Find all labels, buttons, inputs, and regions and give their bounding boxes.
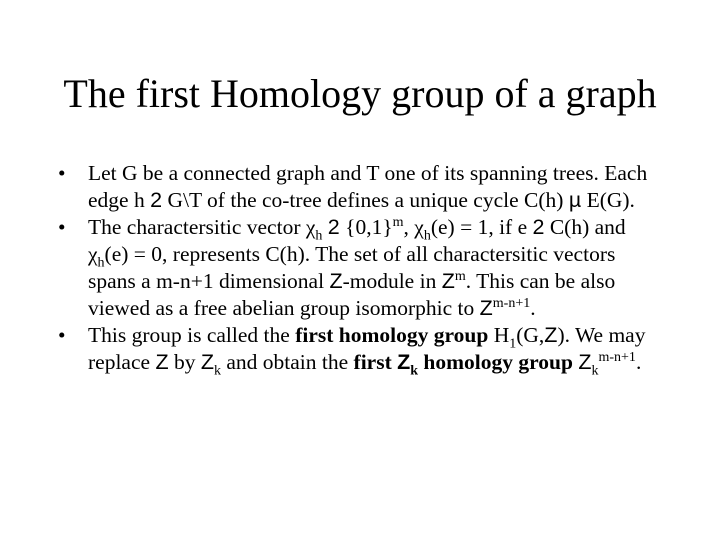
bold-term: first homology group [295, 323, 489, 347]
element-of-symbol: 2 [327, 215, 340, 239]
text: -module in [342, 269, 442, 293]
bold-term: homology group [418, 350, 573, 374]
text: ). We may replace [88, 323, 646, 374]
subscript: k [410, 363, 419, 379]
subset-symbol: µ [568, 188, 582, 212]
integers-symbol: Z [200, 350, 214, 374]
bold-term: first [353, 350, 398, 374]
subscript: h [97, 255, 105, 271]
integers-symbol: Z [329, 269, 343, 293]
superscript: m-n+1 [598, 349, 636, 365]
chi-symbol: χ [305, 215, 316, 239]
subscript: h [423, 228, 431, 244]
bullet-item-1 [58, 160, 668, 214]
slide-title: The first Homology group of a graph [63, 71, 657, 116]
bullet-dot-icon: • [58, 323, 66, 347]
integers-symbol: Z [578, 350, 592, 374]
superscript: m-n+1 [492, 295, 531, 311]
bullet-item-2 [58, 214, 668, 322]
subscript: k [591, 363, 599, 379]
superscript: m [392, 214, 404, 230]
bullet-item-3 [58, 322, 668, 379]
text: {0,1} [339, 215, 393, 239]
element-of-symbol: 2 [532, 215, 545, 239]
text: G\T of the co-tree defines a unique cycle C(h) [162, 188, 569, 212]
text: . [635, 350, 642, 374]
superscript: m [454, 268, 466, 284]
text: , [403, 215, 415, 239]
text: The charactersitic vector [88, 215, 306, 239]
integers-symbol: Z [441, 269, 455, 293]
chi-symbol: χ [414, 215, 424, 239]
integers-symbol: Z [397, 350, 411, 374]
subscript: 1 [509, 336, 517, 352]
text: by [168, 350, 201, 374]
element-of-symbol: 2 [150, 188, 163, 212]
integers-symbol: Z [479, 296, 493, 320]
text: . This can be also viewed as a free abelian group isomorphic to [88, 269, 616, 320]
text: C(h) and [544, 215, 626, 239]
integers-symbol: Z [155, 350, 169, 374]
chi-symbol: χ [88, 242, 98, 266]
text: (e) = 1, if e [430, 215, 533, 239]
integers-symbol: Z [544, 323, 558, 347]
text: Let G be a connected graph and T one of its spanning trees. Each edge h [88, 161, 648, 212]
text: This group is called the [88, 323, 296, 347]
bullet-dot-icon: • [58, 215, 66, 239]
text: (G, [516, 323, 545, 347]
bullet-dot-icon: • [58, 161, 66, 185]
text: (e) = 0, represents C(h). The set of all charactersitic vectors spans a m-n+1 dimensional [88, 242, 616, 293]
text: . [530, 296, 536, 320]
text: H [488, 323, 510, 347]
subscript: h [315, 228, 323, 244]
text: E(G). [581, 188, 635, 212]
subscript: k [213, 363, 221, 379]
text: and obtain the [220, 350, 354, 374]
bullet-list [58, 160, 668, 379]
